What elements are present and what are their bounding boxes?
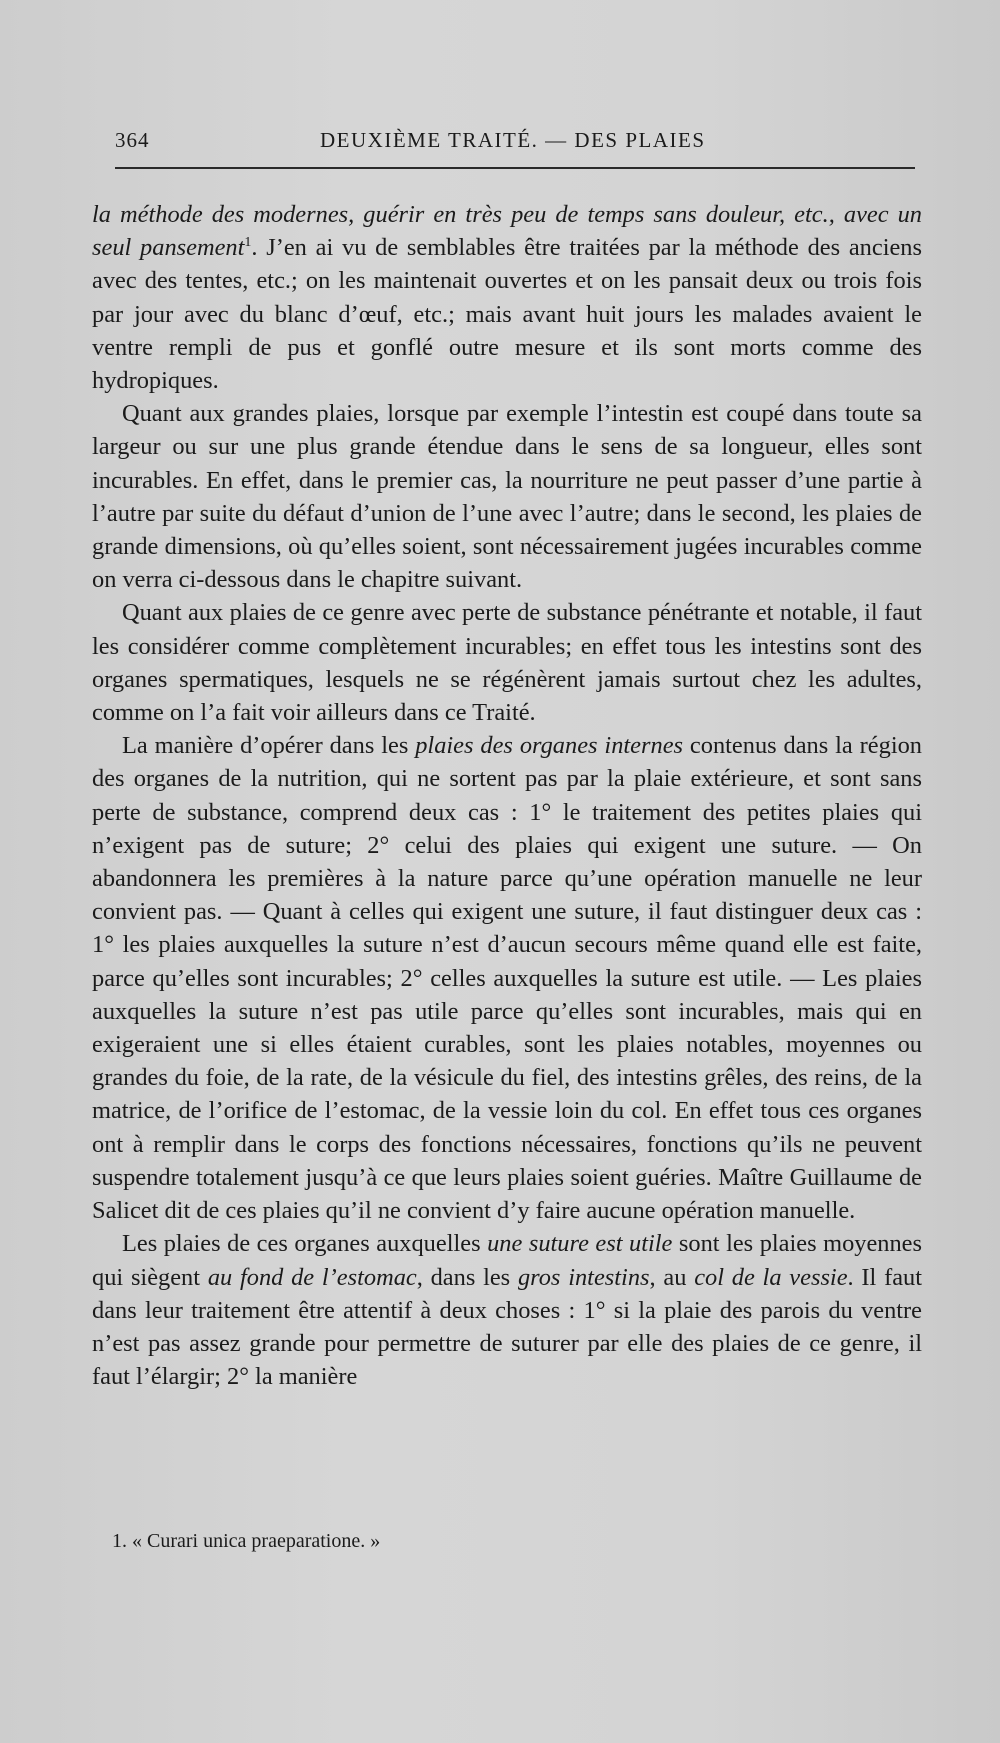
text-run: . Il faut dans leur traitement être attentif à deux choses : 1° si la plaie des parois du ventre n’est pas assez grande pour permettre de suturer par elle des plaies de ce genre, il faut l’élargir; 2° la manière	[92, 1263, 923, 1391]
page-number: 364	[115, 128, 150, 152]
text-run: Les plaies de ces organes auxquelles	[122, 1230, 488, 1258]
body-text	[92, 198, 922, 1393]
text-run: Quant aux grandes plaies, lorsque par exemple l’intestin est coupé dans toute sa largeur ou sur une plus grande étendue dans le sens de sa longueur, elles sont incurables. En effet, dans le premier cas, la nourriture ne peut passer d’une partie à l’autre par suite du défaut d’union de l’une avec l’autre; dans le second, les plaies de grande dimensions, où qu’elles soient, sont nécessairement jugées incurables comme on verra ci-dessous dans le chapitre suivant.	[92, 400, 922, 594]
text-run: , dans les	[416, 1263, 518, 1291]
italic-phrase: plaies des organes internes	[415, 732, 684, 760]
italic-phrase: la méthode des modernes, guérir en très peu de temps sans douleur, etc., avec un seul pansement	[92, 201, 922, 262]
footnote-reference: 1	[244, 235, 252, 251]
text-run: contenus dans la région des organes de la nutrition, qui ne sortent pas par la plaie extérieure, et sont sans perte de substance, comprend deux cas : 1° le traitement des petites plaies qui n’exigent pas de suture; 2° celui des plaies qui exigent une suture. — On abandonnera les premières à la nature parce qu’une opération manuelle ne leur convient pas. — Quant à celles qui exigent une suture, il faut distinguer deux cas : 1° les plaies auxquelles la suture n’est d’aucun secours même quand elle est faite, parce qu’elles sont incurables; 2° celles auxquelles la suture est utile. — Les plaies auxquelles la suture n’est pas utile parce qu’elles sont incurables, mais qui en exigeraient une si elles étaient curables, sont les plaies notables, moyennes ou grandes du foie, de la rate, de la vésicule du fiel, des intestins grêles, des reins, de la matrice, de l’orifice de l’estomac, de la vessie loin du col. En effet tous ces organes ont à remplir dans le corps des fonctions nécessaires, fonctions qu’ils ne peuvent suspendre totalement jusqu’à ce que leurs plaies soient guéries. Maître Guillaume de Salicet dit de ces plaies qu’il ne convient d’y faire aucune opération manuelle.	[92, 732, 922, 1225]
text-run: Quant aux plaies de ce genre avec perte de substance pénétrante et notable, il faut les considérer comme complètement incurables; en effet tous les intestins sont des organes spermatiques, lesquels ne se régénèrent jamais surtout chez les adultes, comme on l’a fait voir ailleurs dans ce Traité.	[92, 599, 922, 727]
text-run: sont les plaies moyennes qui siègent	[92, 1230, 923, 1291]
paragraph-5	[92, 1227, 922, 1393]
italic-phrase: une suture est utile	[487, 1230, 673, 1258]
paragraph-4	[92, 729, 922, 1227]
paragraph-1	[92, 198, 922, 397]
text-run: La manière d’opérer dans les	[122, 732, 416, 760]
italic-phrase: au fond de l’estomac	[207, 1263, 417, 1291]
footnote: 1. « Curari unica praeparatione. »	[112, 1530, 381, 1552]
text-run: , au	[649, 1263, 695, 1291]
italic-phrase: col de la vessie	[694, 1263, 848, 1291]
italic-phrase: gros intestins	[517, 1263, 650, 1291]
paragraph-2	[92, 397, 922, 596]
header-rule	[115, 167, 915, 169]
paragraph-3	[92, 596, 922, 729]
page-header	[115, 128, 915, 160]
text-run: . J’en ai vu de semblables être traitées par la méthode des anciens avec des tentes, etc.; on les maintenait ouvertes et on les pansait deux ou trois fois par jour avec du blanc d’œuf, etc.; mais avant huit jours les malades avaient le ventre rempli de pus et gonflé outre mesure et ils sont morts comme des hydropiques.	[92, 234, 922, 395]
running-head: DEUXIÈME TRAITÉ. — DES PLAIES	[320, 128, 706, 152]
